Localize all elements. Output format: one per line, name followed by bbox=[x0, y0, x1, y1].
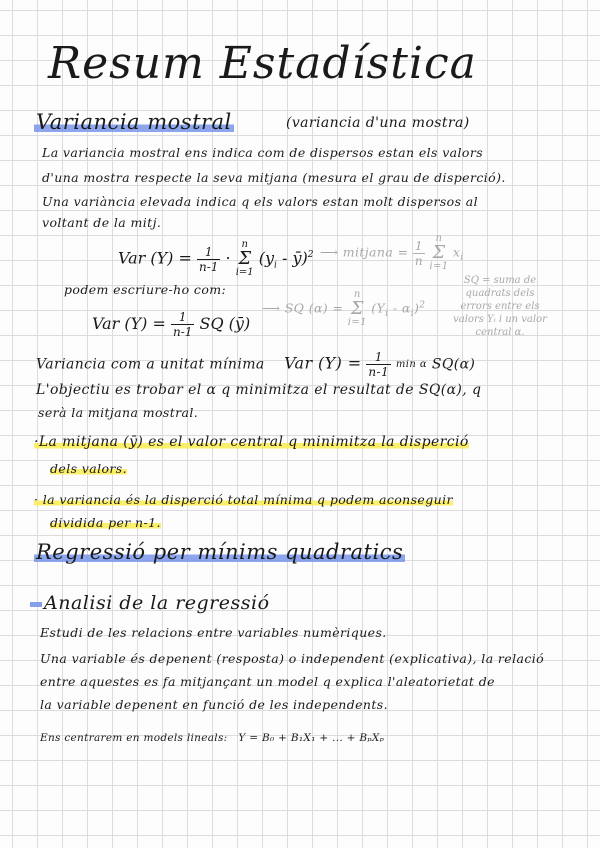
note-sq-lhs: SQ (α) = bbox=[284, 300, 344, 316]
note-sum-bottom: i=1 bbox=[429, 261, 449, 272]
variance-formula bbox=[118, 240, 314, 278]
bullet-mitjana-cont-text: dels valors. bbox=[50, 461, 127, 476]
formula-lhs: Var (Y) = bbox=[118, 248, 192, 268]
text-line: voltant de la mitj. bbox=[42, 215, 162, 230]
formula2-den: n-1 bbox=[173, 325, 193, 339]
formula-dot: · bbox=[225, 248, 231, 268]
text-line: la variable depenent en funció de les independents. bbox=[40, 697, 388, 712]
sum-top: n bbox=[241, 239, 248, 250]
minima-line bbox=[36, 350, 475, 379]
note-sum-symbol: n Σ i=1 bbox=[429, 233, 449, 272]
bullet-variancia-text: · la variancia és la disperció total mínima q podem aconseguir bbox=[34, 492, 453, 507]
note-sq-body: (Y bbox=[371, 300, 386, 316]
minima-num: 1 bbox=[366, 350, 391, 365]
formula2-num: 1 bbox=[171, 310, 194, 325]
fraction-denominator: n-1 bbox=[199, 259, 219, 274]
fraction-numerator: 1 bbox=[197, 245, 220, 260]
note-sum-top: n bbox=[435, 233, 443, 244]
text-line: Una variància elevada indica q els valors estan molt dispersos al bbox=[42, 194, 479, 209]
bullet-variancia-cont bbox=[50, 515, 161, 530]
section-heading-regressio bbox=[34, 540, 405, 564]
sum-bottom: i=1 bbox=[235, 267, 254, 278]
formula-fraction bbox=[197, 245, 220, 274]
note-fraction bbox=[413, 239, 425, 268]
side-note-sq: SQ = suma de quadrats dels errors entre els valors Yᵢ i un valor central α. bbox=[453, 275, 547, 338]
note-sq-sum-bottom: i=1 bbox=[347, 317, 367, 328]
minima-text: Variancia com a unitat mínima bbox=[36, 356, 265, 373]
note-fraction-num: 1 bbox=[413, 239, 425, 254]
note-mitjana bbox=[320, 234, 464, 272]
note-sq-square: 2 bbox=[419, 300, 426, 311]
models-text: Ens centrarem en models lineals: bbox=[40, 732, 228, 744]
formula-body2: - ȳ) bbox=[276, 248, 308, 268]
bullet-mitjana-cont bbox=[50, 461, 127, 476]
minima-min-label: min bbox=[395, 358, 417, 370]
note-sq-sub2: i bbox=[410, 309, 414, 319]
sum-symbol: n Σ i=1 bbox=[235, 239, 254, 278]
bullet-variancia-cont-text: dividida per n-1. bbox=[50, 515, 161, 530]
note-sq-sub: i bbox=[385, 309, 389, 319]
note-sub: i bbox=[460, 253, 464, 263]
minima-den: n-1 bbox=[368, 365, 390, 379]
minima-var: Var (Y) = bbox=[284, 353, 362, 373]
section-heading-variancia bbox=[34, 110, 234, 134]
page-title: Resum Estadística bbox=[48, 38, 477, 89]
note-var: x bbox=[452, 244, 461, 260]
variance-formula-sq bbox=[92, 310, 250, 339]
formula-body: (y bbox=[258, 248, 275, 268]
model-equation: Y = B₀ + B₁X₁ + ... + BₚXₚ bbox=[238, 732, 385, 744]
minima-sq: SQ(α) bbox=[431, 356, 476, 373]
formula-sub: i bbox=[274, 260, 277, 271]
objective-line: L'objectiu es trobar el α q minimitza el resultat de SQ(α), q bbox=[36, 382, 482, 398]
formula2-rhs: SQ (ȳ) bbox=[199, 314, 251, 333]
formula2-fraction bbox=[171, 310, 194, 339]
note-sq-sum: n Σ i=1 bbox=[347, 289, 367, 328]
section-heading-label: Variancia mostral bbox=[36, 110, 232, 134]
text-line: La variancia mostral ens indica com de dispersos estan els valors bbox=[42, 145, 484, 160]
objective-line: serà la mitjana mostral. bbox=[38, 405, 199, 420]
subsection-heading bbox=[30, 592, 270, 614]
note-fraction-den: n bbox=[414, 253, 423, 268]
note-mitjana-label: mitjana = bbox=[342, 244, 409, 260]
section-subtitle: (variancia d'una mostra) bbox=[286, 115, 470, 131]
formula-square: 2 bbox=[307, 250, 314, 261]
note-sq-arrow: ⟶ bbox=[262, 300, 281, 316]
note-sq-body2: - α bbox=[388, 300, 411, 316]
minima-alpha: α bbox=[419, 358, 427, 370]
note-sq-body3: ) bbox=[413, 300, 420, 316]
minima-min bbox=[396, 360, 427, 370]
subsection-marker bbox=[30, 602, 42, 607]
models-line bbox=[40, 732, 384, 744]
bullet-mitjana-text: ·La mitjana (ȳ) es el valor central q minimitza la disperció bbox=[34, 434, 469, 450]
section-heading-regressio-label: Regressió per mínims quadratics bbox=[36, 540, 404, 564]
subsection-heading-label: Analisi de la regressió bbox=[44, 592, 270, 614]
formula2-lhs: Var (Y) = bbox=[92, 314, 166, 333]
text-line: entre aquestes es fa mitjançant un model q explica l'aleatorietat de bbox=[40, 674, 495, 689]
note-sq-sum-top: n bbox=[353, 289, 361, 300]
text-line: Estudi de les relacions entre variables numèriques. bbox=[40, 625, 387, 640]
minima-fraction bbox=[366, 350, 391, 379]
note-arrow: ⟶ bbox=[320, 244, 339, 260]
text-line: Una variable és depenent (resposta) o independent (explicativa), la relació bbox=[40, 651, 545, 666]
text-podem: podem escriure-ho com: bbox=[64, 282, 227, 297]
bullet-variancia bbox=[34, 492, 453, 507]
text-line: d'una mostra respecte la seva mitjana (mesura el grau de disperció). bbox=[42, 170, 506, 185]
note-sq bbox=[262, 290, 425, 328]
bullet-mitjana bbox=[34, 434, 469, 450]
